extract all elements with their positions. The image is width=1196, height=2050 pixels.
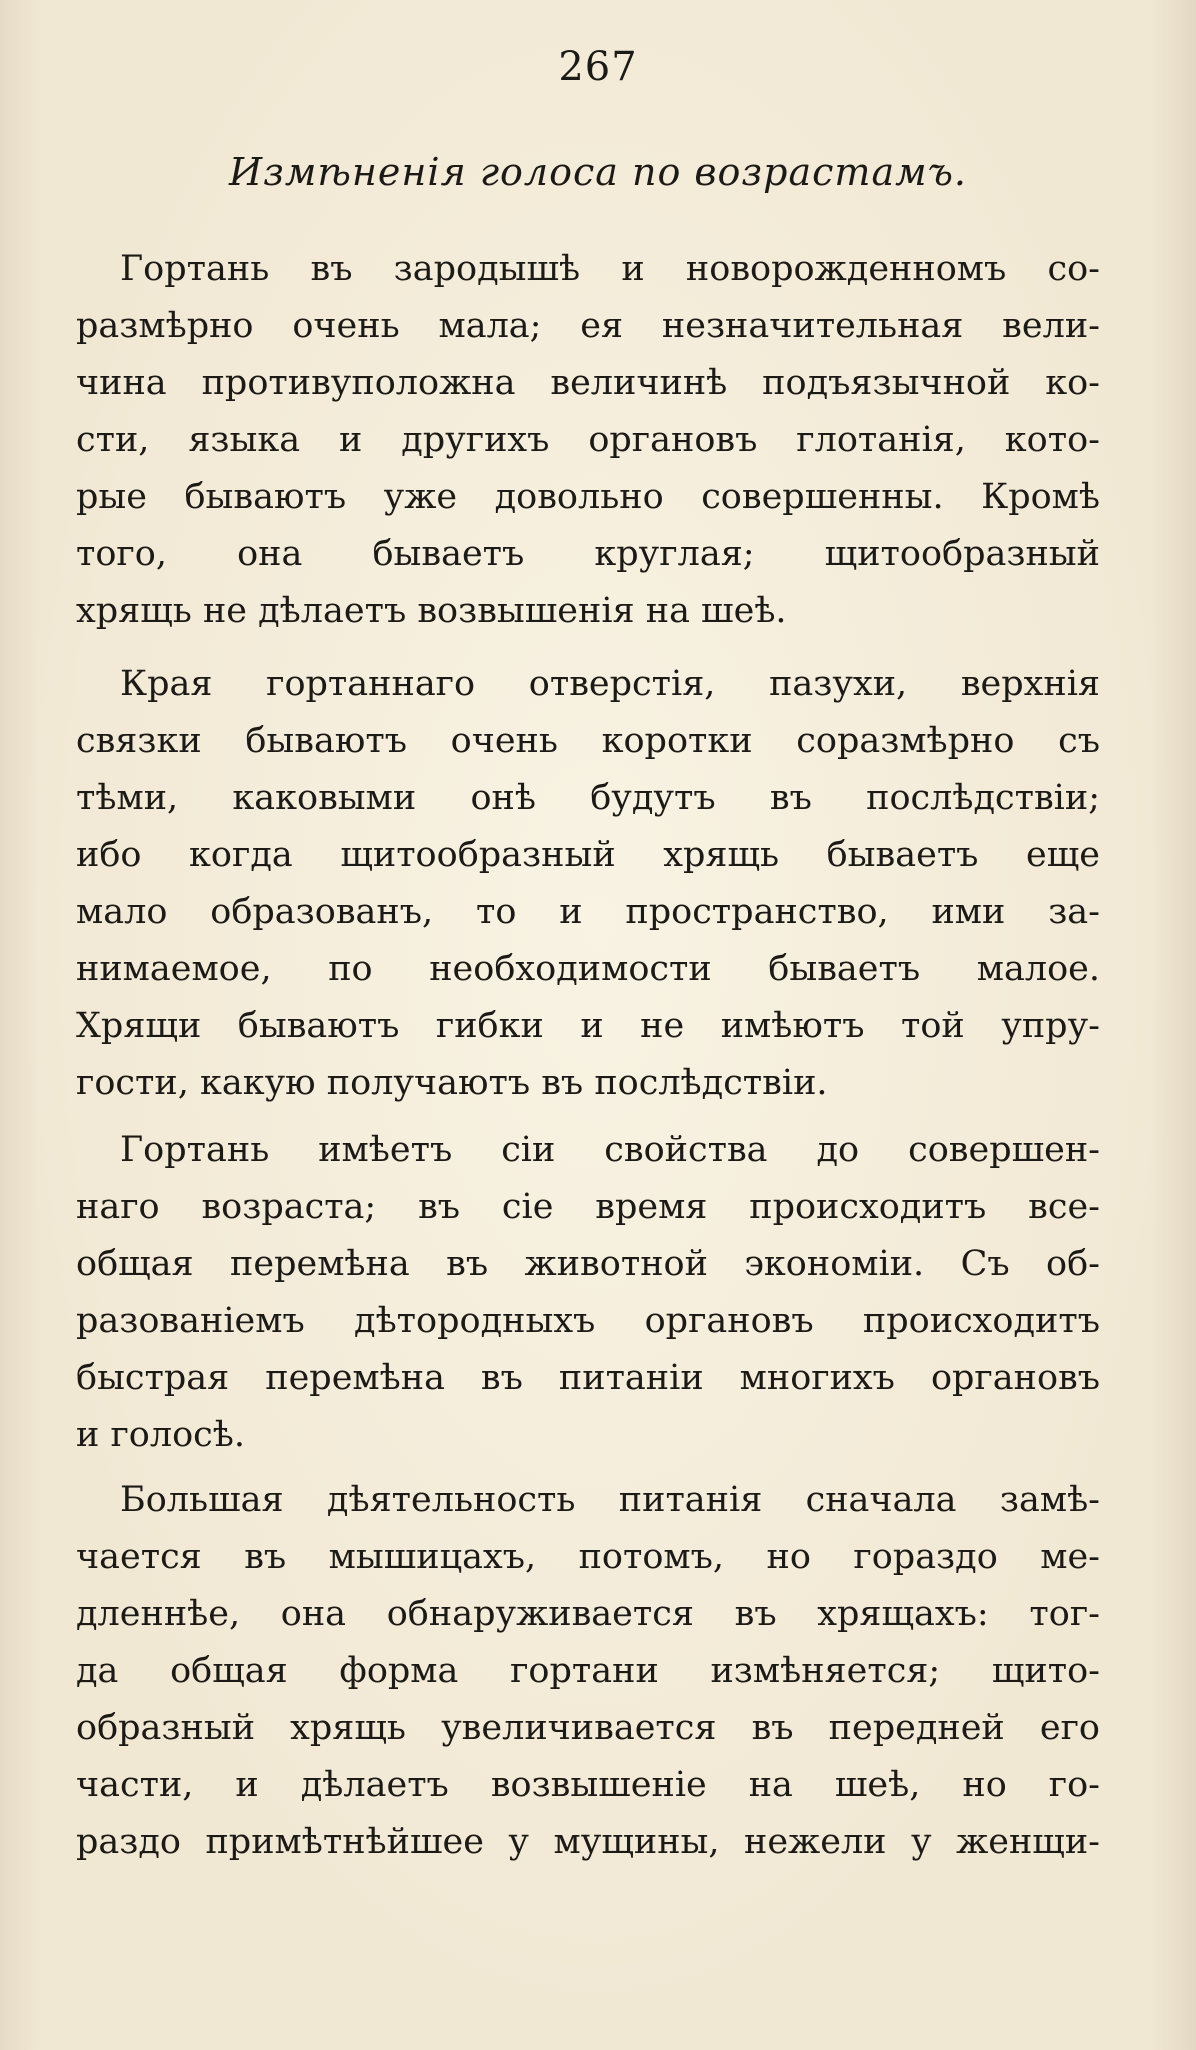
text-line: наго возраста; въ сіе время происходитъ все- (76, 1187, 1100, 1227)
text-line: разованіемъ дѣтородныхъ органовъ происходитъ (76, 1301, 1100, 1341)
text-line: да общая форма гортани измѣняется; щито- (76, 1651, 1100, 1691)
section-title: Измѣненія голоса по возрастамъ. (228, 150, 968, 194)
text-line: тѣми, каковыми онѣ будутъ въ послѣдствіи; (76, 778, 1100, 818)
text-line: гости, какую получаютъ въ послѣдствіи. (76, 1063, 828, 1103)
text-line: нимаемое, по необходимости бываетъ малое. (76, 949, 1100, 989)
text-line: ибо когда щитообразный хрящь бываетъ еще (76, 835, 1100, 875)
text-line: раздо примѣтнѣйшее у мущины, нежели у женщи- (76, 1822, 1100, 1862)
page-number: 267 (558, 44, 638, 90)
text-line: Гортань въ зародышѣ и новорожденномъ со- (120, 249, 1100, 289)
text-line: образный хрящь увеличивается въ передней его (76, 1708, 1100, 1748)
text-line: Хрящи бываютъ гибки и не имѣютъ той упру- (76, 1006, 1100, 1046)
text-line: чается въ мышицахъ, потомъ, но гораздо ме- (76, 1537, 1100, 1577)
text-line: мало образованъ, то и пространство, ими за- (76, 892, 1100, 932)
text-line: хрящь не дѣлаетъ возвышенія на шеѣ. (76, 591, 787, 631)
text-line: того, она бываетъ круглая; щитообразный (76, 534, 1100, 574)
text-line: чина противуположна величинѣ подъязычной ко- (76, 363, 1100, 403)
text-line: и голосѣ. (76, 1415, 246, 1455)
text-line: общая перемѣна въ животной экономіи. Съ об- (76, 1244, 1100, 1284)
text-line: размѣрно очень мала; ея незначительная вели- (76, 306, 1100, 346)
text-line: Гортань имѣетъ сіи свойства до совершен- (120, 1130, 1100, 1170)
text-line: связки бываютъ очень коротки соразмѣрно съ (76, 721, 1100, 761)
text-line: дленнѣе, она обнаруживается въ хрящахъ: тог- (76, 1594, 1100, 1634)
text-line: сти, языка и другихъ органовъ глотанія, кото- (76, 420, 1100, 460)
text-line: Края гортаннаго отверстія, пазухи, верхнія (120, 664, 1100, 704)
text-line: части, и дѣлаетъ возвышеніе на шеѣ, но го- (76, 1765, 1100, 1805)
text-line: рые бываютъ уже довольно совершенны. Кромѣ (76, 477, 1100, 517)
text-line: Большая дѣятельность питанія сначала замѣ- (120, 1480, 1100, 1520)
text-line: быстрая перемѣна въ питаніи многихъ органовъ (76, 1358, 1100, 1398)
